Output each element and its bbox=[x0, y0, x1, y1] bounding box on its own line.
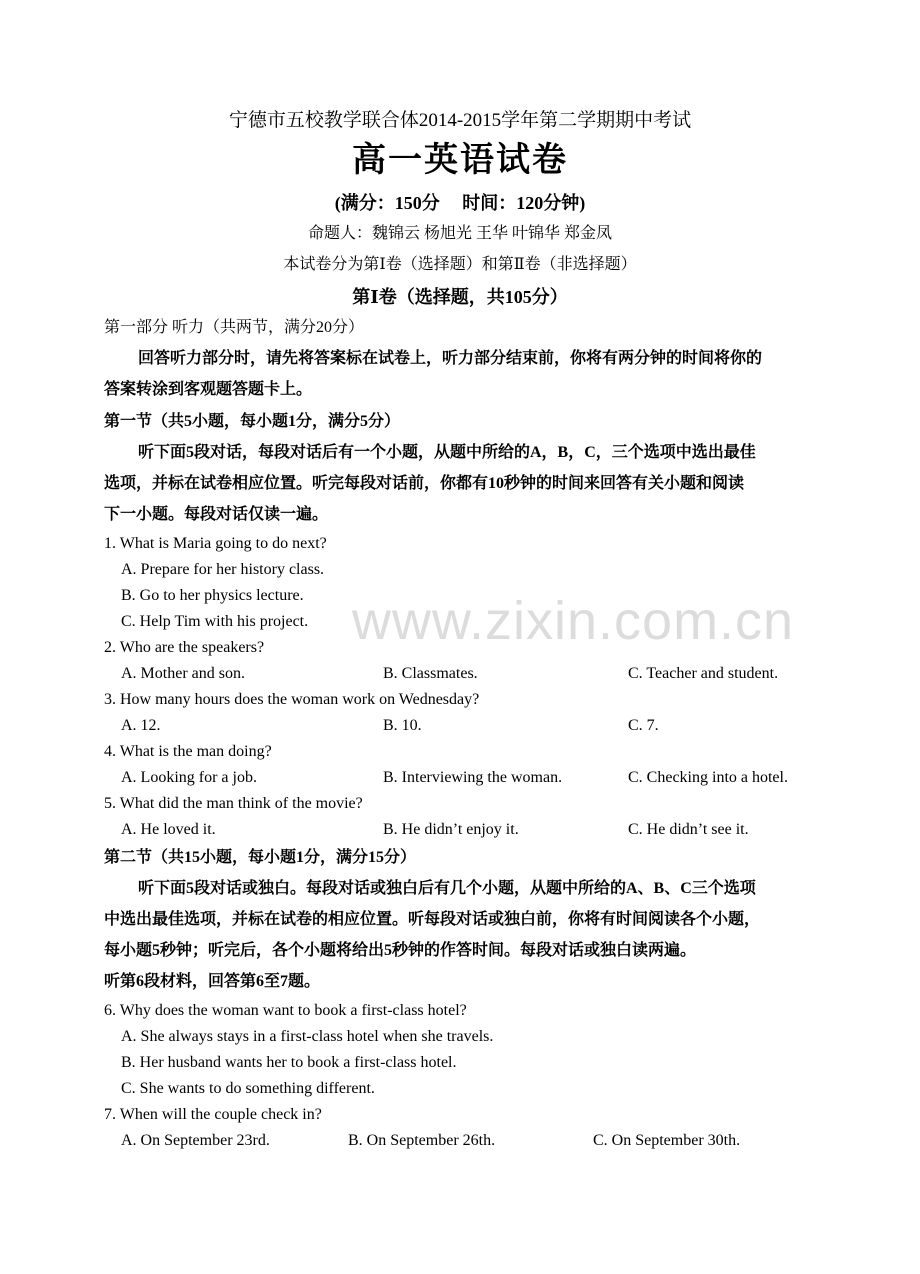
option-b: B. On September 26th. bbox=[348, 1132, 496, 1149]
option-a: A. She always stays in a first-class hotel when she travels. bbox=[121, 1028, 494, 1045]
part1-heading: 第一部分 听力（共两节，满分20分） bbox=[104, 319, 365, 336]
page-title: 高一英语试卷 bbox=[352, 142, 568, 179]
option-c: C. 7. bbox=[628, 717, 659, 734]
section1-heading: 第一节（共5小题，每小题1分，满分5分） bbox=[104, 413, 401, 430]
part1-instruction: 答案转涂到客观题答题卡上。 bbox=[104, 381, 313, 398]
option-a: A. Mother and son. bbox=[121, 665, 245, 682]
option-b: B. Interviewing the woman. bbox=[383, 769, 563, 786]
section1-instruction: 选项，并标在试卷相应位置。听完每段对话前，你都有10秒钟的时间来回答有关小题和阅读 bbox=[104, 475, 745, 492]
section2-instruction: 每小题5秒钟；听完后，各个小题将给出5秒钟的作答时间。每段对话或独白读两遍。 bbox=[104, 942, 697, 959]
option-b: B. Go to her physics lecture. bbox=[121, 587, 304, 604]
option-a: A. Prepare for her history class. bbox=[121, 561, 325, 578]
option-b: B. Classmates. bbox=[383, 665, 478, 682]
option-a: A. Looking for a job. bbox=[121, 769, 257, 786]
material-6-heading: 听第6段材料，回答第6至7题。 bbox=[104, 973, 321, 990]
option-c: C. He didn’t see it. bbox=[628, 821, 749, 838]
option-c: C. On September 30th. bbox=[593, 1132, 741, 1149]
exam-line: 宁德市五校教学联合体2014-2015学年第二学期期中考试 bbox=[228, 110, 692, 131]
question-4: 4. What is the man doing? bbox=[104, 743, 272, 760]
option-b: B. Her husband wants her to book a first-class hotel. bbox=[121, 1054, 457, 1071]
question-7: 7. When will the couple check in? bbox=[104, 1106, 322, 1123]
section1-instruction: 听下面5段对话，每段对话后有一个小题，从题中所给的A，B，C，三个选项中选出最佳 bbox=[138, 444, 756, 461]
option-a: A. He loved it. bbox=[121, 821, 216, 838]
option-c: C. Teacher and student. bbox=[628, 665, 779, 682]
section2-instruction: 听下面5段对话或独白。每段对话或独白后有几个小题，从题中所给的A、B、C三个选项 bbox=[138, 880, 756, 897]
question-3: 3. How many hours does the woman work on Wednesday? bbox=[104, 691, 480, 708]
question-2: 2. Who are the speakers? bbox=[104, 639, 265, 656]
score-time: (满分：150分 时间：120分钟) bbox=[334, 193, 586, 213]
question-5: 5. What did the man think of the movie? bbox=[104, 795, 363, 812]
section2-heading: 第二节（共15小题，每小题1分，满分15分） bbox=[104, 849, 417, 866]
authors: 命题人：魏锦云 杨旭光 王华 叶锦华 郑金凤 bbox=[307, 225, 612, 242]
volume-heading: 第Ⅰ卷（选择题，共105分） bbox=[352, 287, 568, 307]
option-c: C. She wants to do something different. bbox=[121, 1080, 375, 1097]
option-b: B. 10. bbox=[383, 717, 422, 734]
option-b: B. He didn’t enjoy it. bbox=[383, 821, 519, 838]
option-a: A. On September 23rd. bbox=[121, 1132, 270, 1149]
question-6: 6. Why does the woman want to book a first-class hotel? bbox=[104, 1002, 467, 1019]
paper-structure: 本试卷分为第Ⅰ卷（选择题）和第Ⅱ卷（非选择题） bbox=[283, 256, 637, 273]
option-c: C. Checking into a hotel. bbox=[628, 769, 788, 786]
option-a: A. 12. bbox=[121, 717, 161, 734]
part1-instruction: 回答听力部分时，请先将答案标在试卷上，听力部分结束前，你将有两分钟的时间将你的 bbox=[138, 350, 763, 367]
option-c: C. Help Tim with his project. bbox=[121, 613, 309, 630]
watermark: www.zixin.com.cn bbox=[352, 591, 795, 651]
question-1: 1. What is Maria going to do next? bbox=[104, 535, 327, 552]
section2-instruction: 中选出最佳选项，并标在试卷的相应位置。听每段对话或独白前，你将有时间阅读各个小题， bbox=[104, 911, 761, 928]
section1-instruction: 下一小题。每段对话仅读一遍。 bbox=[104, 506, 329, 523]
